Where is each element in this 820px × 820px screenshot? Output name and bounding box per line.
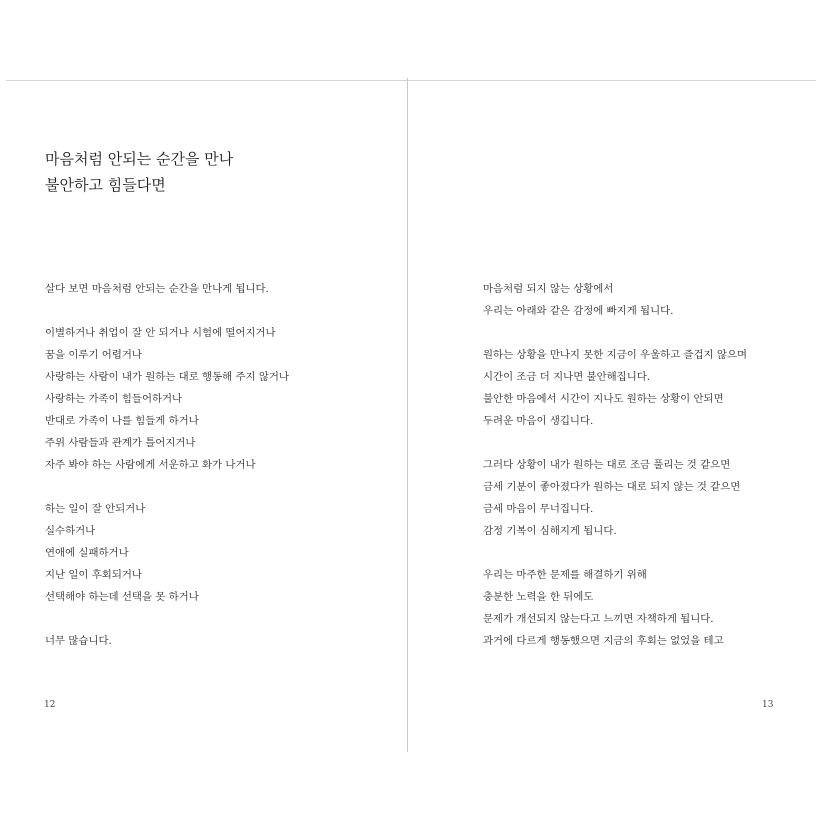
- right-page: [410, 0, 810, 820]
- text-line: 마음처럼 되지 않는 상황에서: [483, 283, 614, 295]
- text-line: 너무 많습니다.: [45, 635, 112, 647]
- text-line: 원하는 상황을 만나지 못한 지금이 우울하고 즐겁지 않으며: [483, 349, 748, 361]
- text-line: 우리는 아래와 같은 감정에 빠지게 됩니다.: [483, 305, 674, 317]
- text-line: 시간이 조금 더 지나면 불안해집니다.: [483, 371, 651, 383]
- page-number-right: 13: [762, 700, 774, 710]
- text-line: 실수하거나: [45, 525, 96, 537]
- chapter-title: [45, 146, 233, 198]
- text-line: 금세 마음이 무너집니다.: [483, 503, 594, 515]
- text-line: 두려운 마음이 생깁니다.: [483, 415, 594, 427]
- text-line: 그러다 상황이 내가 원하는 대로 조금 풀리는 것 같으면: [483, 459, 731, 471]
- text-line: 과거에 다르게 행동했으면 지금의 후회는 없었을 테고: [483, 635, 724, 647]
- text-line: 꿈을 이루기 어렵거나: [45, 349, 142, 361]
- text-line: 불안한 마음에서 시간이 지나도 원하는 상황이 안되면: [483, 393, 724, 405]
- paragraph-gap: [483, 542, 747, 564]
- paragraph-gap: [45, 300, 289, 322]
- text-line: 주위 사람들과 관계가 틀어지거나: [45, 437, 196, 449]
- paragraph-gap: [483, 432, 747, 454]
- left-body-text: [45, 278, 289, 652]
- text-line: 충분한 노력을 한 뒤에도: [483, 591, 594, 603]
- right-body-text: [483, 278, 747, 652]
- text-line: 이별하거나 취업이 잘 안 되거나 시험에 떨어지거나: [45, 327, 276, 339]
- book-gutter: [407, 78, 408, 752]
- text-line: 문제가 개선되지 않는다고 느끼면 자책하게 됩니다.: [483, 613, 714, 625]
- text-line: 지난 일이 후회되거나: [45, 569, 142, 581]
- text-line: 반대로 가족이 나를 힘들게 하거나: [45, 415, 199, 427]
- text-line: 선택해야 하는데 선택을 못 하거나: [45, 591, 199, 603]
- paragraph-gap: [45, 476, 289, 498]
- text-line: 연애에 실패하거나: [45, 547, 129, 559]
- paragraph-gap: [483, 322, 747, 344]
- title-line: 불안하고 힘들다면: [45, 176, 166, 194]
- text-line: 사랑하는 사람이 내가 원하는 대로 행동해 주지 않거나: [45, 371, 289, 383]
- title-line: 마음처럼 안되는 순간을 만나: [45, 150, 234, 168]
- text-line: 우리는 마주한 문제를 해결하기 위해: [483, 569, 647, 581]
- left-page: [0, 0, 400, 820]
- text-line: 금세 기분이 좋아졌다가 원하는 대로 되지 않는 것 같으면: [483, 481, 741, 493]
- paragraph-gap: [45, 608, 289, 630]
- text-line: 자주 봐야 하는 사람에게 서운하고 화가 나거나: [45, 459, 256, 471]
- text-line: 살다 보면 마음처럼 안되는 순간을 만나게 됩니다.: [45, 283, 269, 295]
- text-line: 사랑하는 가족이 힘들어하거나: [45, 393, 183, 405]
- page-number-left: 12: [44, 700, 56, 710]
- text-line: 하는 일이 잘 안되거나: [45, 503, 146, 515]
- text-line: 감정 기복이 심해지게 됩니다.: [483, 525, 617, 537]
